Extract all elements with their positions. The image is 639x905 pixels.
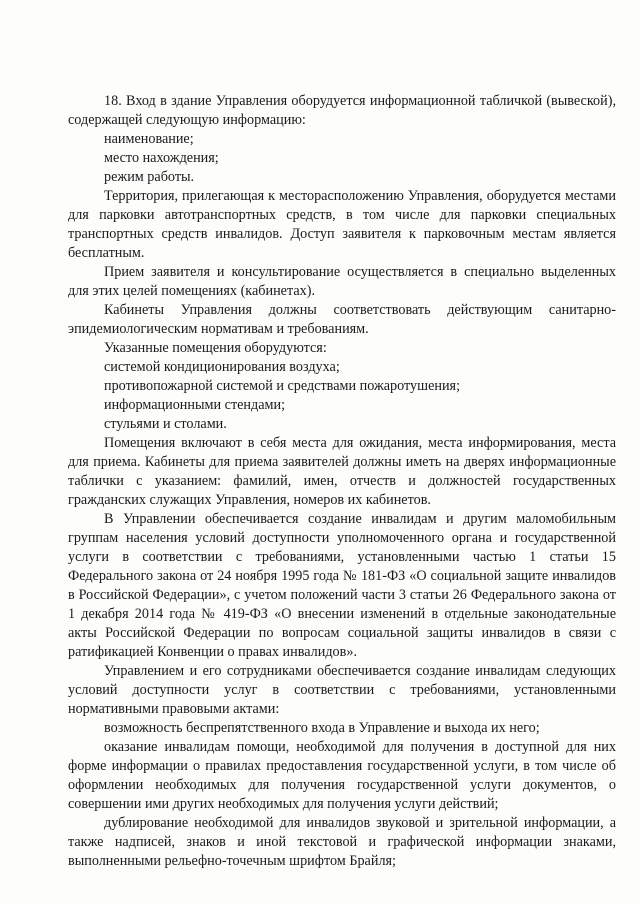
paragraph-accessibility: В Управлении обеспечивается создание инвалидам и другим маломобильным группам населения условий доступности уполномоченного органа и государственной услуги в соответствии с требованиями, установленными частью 1 статьи 15 Федерального закона от 24 ноября 1995 года № 181-ФЗ «О социальной защите инвалидов в Российской Федерации», с учетом положений части 3 статьи 26 Федерального закона от 1 декабря 2014 года № 419-ФЗ «О внесении изменений в отдельные законодательные акты Российской Федерации по вопросам социальной защиты инвалидов в связи с ратификацией Конвенции о правах инвалидов».: [68, 511, 616, 660]
list-item: информационными стендами;: [104, 397, 286, 413]
list-item: место нахождения;: [104, 150, 219, 166]
paragraph-sanitary: Кабинеты Управления должны соответствовать действующим санитарно-эпидемиологическим нормативам и требованиям.: [68, 302, 616, 337]
paragraph-premises: Помещения включают в себя места для ожидания, места информирования, места для приема. Кабинеты для приема заявителей должны иметь на дверях информационные таблички с указанием: фамилий, имен, отчеств и должностей государственных гражданских служащих Управления, номеров их кабинетов.: [68, 435, 616, 508]
paragraph-parking: Территория, прилегающая к месторасположению Управления, оборудуется местами для парковки автотранспортных средств, в том числе для парковки специальных транспортных средств инвалидов. Доступ заявителя к парковочным местам является бесплатным.: [68, 188, 616, 261]
list-item: режим работы.: [104, 169, 195, 185]
list-item: Указанные помещения оборудуются:: [104, 340, 327, 356]
paragraph-entrance-sign: 18. Вход в здание Управления оборудуется информационной табличкой (вывеской), содержащей следующую информацию:: [68, 93, 616, 128]
paragraph-condition-entry: возможность беспрепятственного входа в Управление и выхода их него;: [104, 720, 540, 736]
list-item: стульями и столами.: [104, 416, 227, 432]
paragraph-reception: Прием заявителя и консультирование осуществляется в специально выделенных для этих целей помещениях (кабинетах).: [68, 264, 616, 299]
paragraph-condition-assistance: оказание инвалидам помощи, необходимой для получения в доступной для них форме информации о правилах предоставления государственной услуги, в том числе об оформлении необходимых для получения государственной услуги документов, о совершении ими других необходимых для получения услуги действий;: [68, 739, 616, 812]
list-item: системой кондиционирования воздуха;: [104, 359, 340, 375]
list-item: противопожарной системой и средствами пожаротушения;: [104, 378, 461, 394]
list-item: наименование;: [104, 131, 194, 147]
paragraph-condition-braille: дублирование необходимой для инвалидов звуковой и зрительной информации, а также надписей, знаков и иной текстовой и графической информации знаками, выполненными рельефно-точечным шрифтом Брайля;: [68, 815, 616, 869]
document-body: [68, 92, 616, 871]
paragraph-conditions-intro: Управлением и его сотрудниками обеспечивается создание инвалидам следующих условий доступности услуг в соответствии с требованиями, установленными нормативными правовыми актами:: [68, 663, 616, 717]
